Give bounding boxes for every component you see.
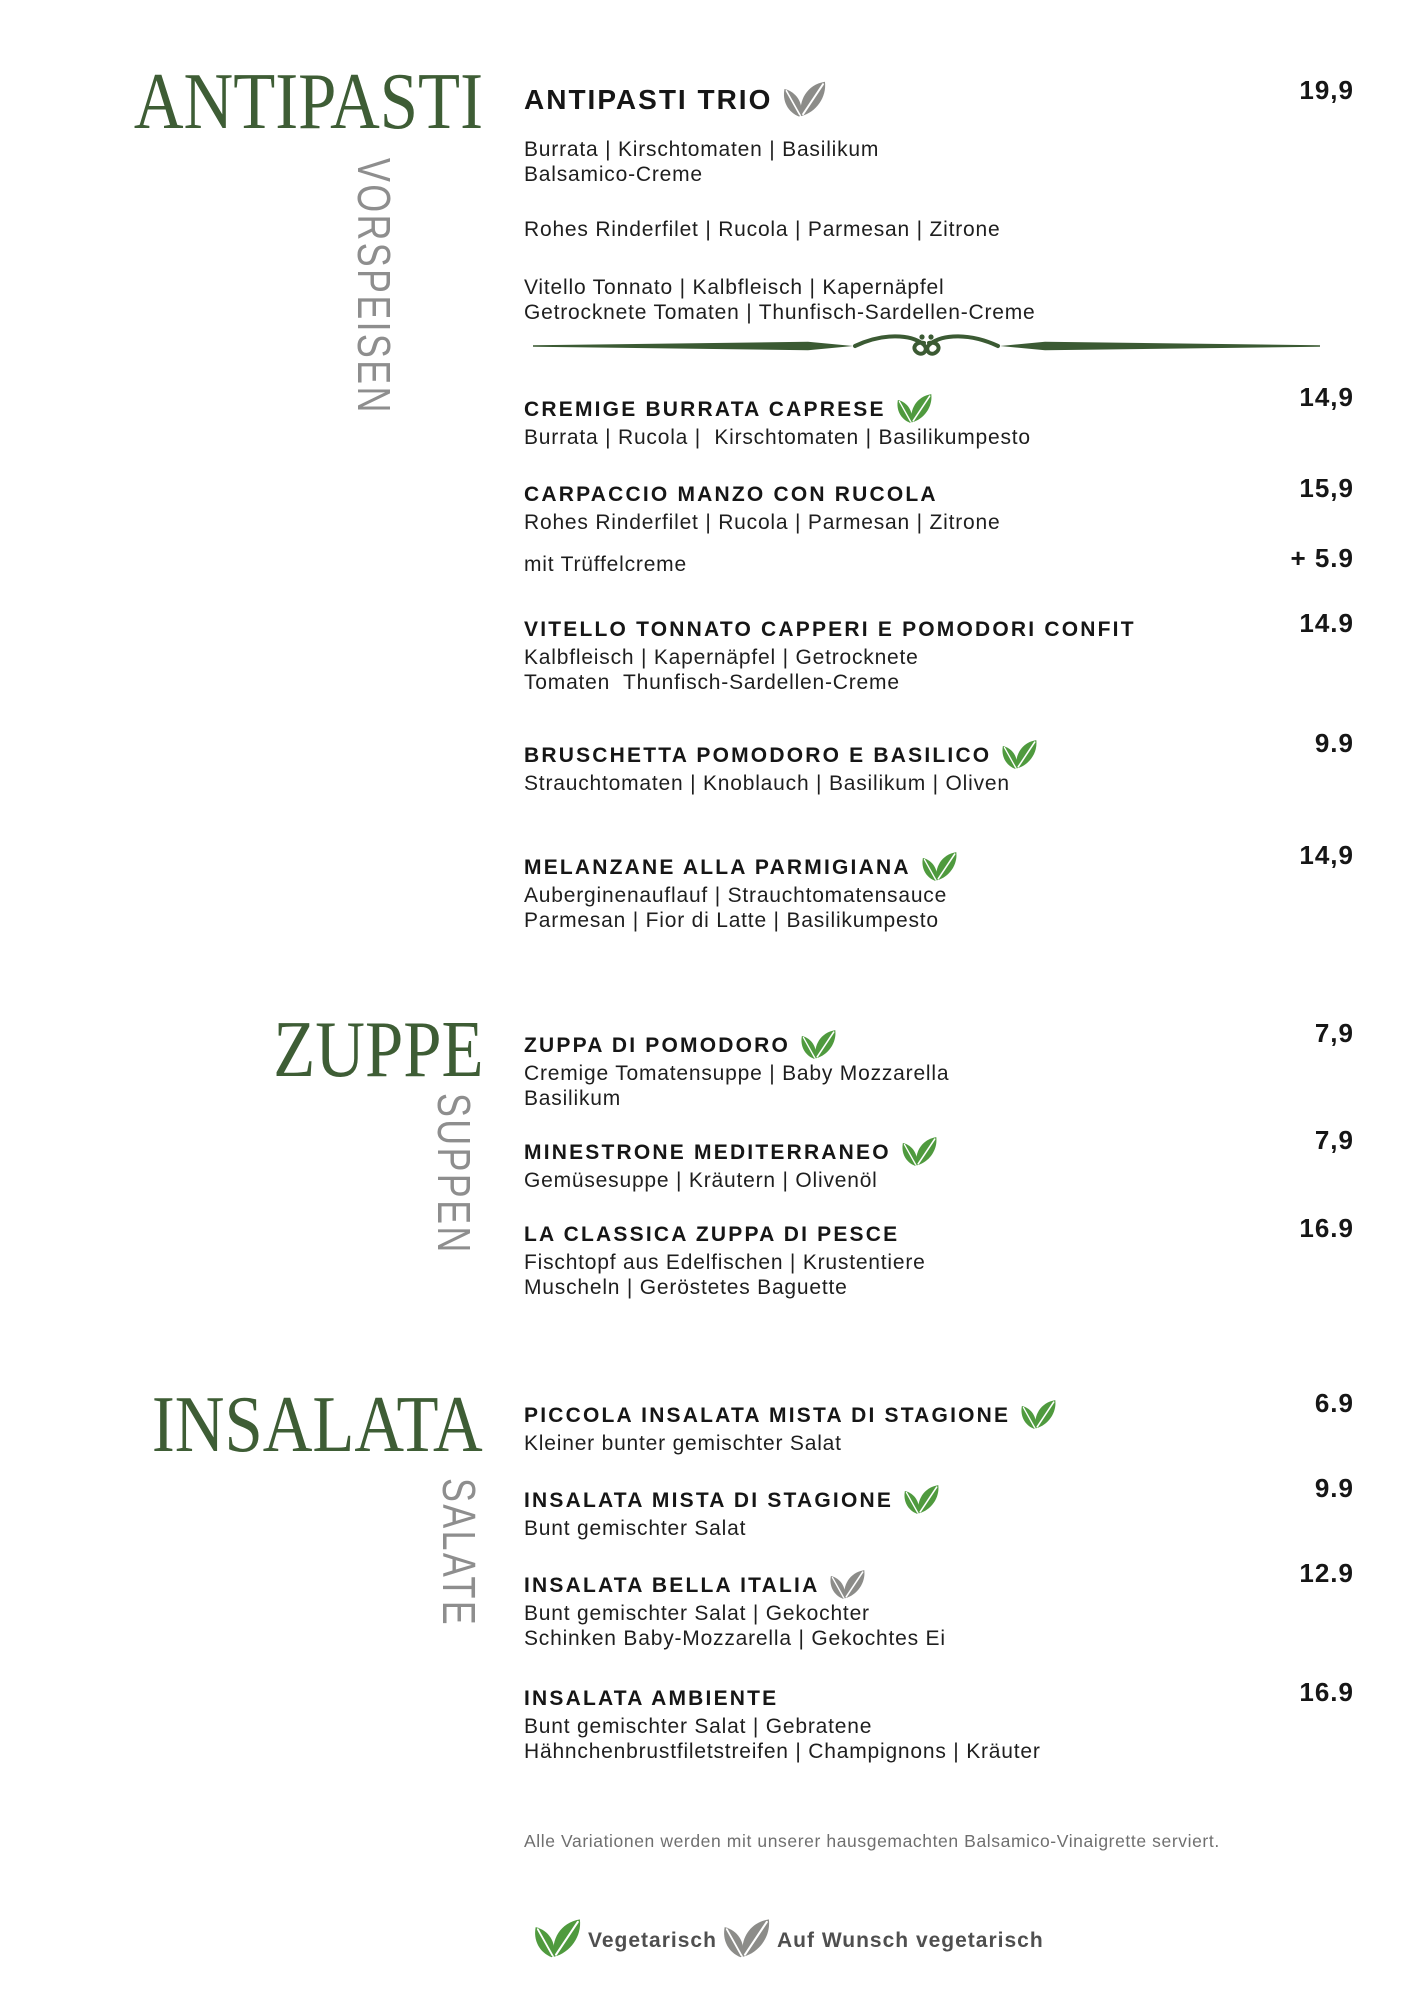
item-description-line: Burrata | Rucola | Kirschtomaten | Basilikumpesto [524,426,1031,449]
item-description-line: Parmesan | Fior di Latte | Basilikumpesto [524,909,939,932]
menu-item-insalata-ambiente [524,1677,1354,1764]
item-description-line: Rohes Rinderfilet | Rucola | Parmesan | Zitrone [524,218,1001,241]
section-subtitle-vorspeisen: VORSPEISEN [348,158,400,415]
footer-note: Alle Variationen werden mit unserer hausgemachten Balsamico-Vinaigrette serviert. [524,1831,1220,1851]
item-description-line: Basilikum [524,1087,622,1110]
item-description-line: Bunt gemischter Salat [524,1517,747,1540]
leaf-green-icon [899,1134,939,1167]
section-subtitle-suppen: SUPPEN [428,1093,480,1255]
item-description-line: Schinken Baby-Mozzarella | Gekochtes Ei [524,1627,946,1650]
menu-item-piccola-insalata [524,1388,1354,1456]
item-name: ANTIPASTI TRIO [524,84,773,115]
item-price: 14,9 [1299,840,1354,870]
menu-item-insalata-mista [524,1473,1354,1541]
menu-item-zuppa-di-pesce [524,1213,1354,1300]
legend-label: Auf Wunsch vegetarisch [777,1929,1044,1952]
item-description-line: Kalbfleisch | Kapernäpfel | Getrocknete [524,646,919,669]
item-description-line: Cremige Tomatensuppe | Baby Mozzarella [524,1062,950,1085]
section-subtitle-salate: SALATE [433,1478,485,1627]
leaf-green-icon [999,737,1039,770]
leaf-green-icon [1018,1397,1058,1430]
item-price: 19,9 [1299,75,1354,105]
item-description-line: Balsamico-Creme [524,163,703,186]
item-description-line: Muscheln | Geröstetes Baguette [524,1276,848,1299]
section-title-zuppe: ZUPPE [272,1006,483,1094]
item-price: 15,9 [1299,473,1354,503]
leaf-green-icon [894,391,934,424]
item-name: INSALATA AMBIENTE [524,1687,779,1710]
item-name: INSALATA MISTA DI STAGIONE [524,1489,894,1512]
section-divider-ornament [533,330,1320,362]
menu-item-melanzane [524,840,1354,933]
item-price: 12.9 [1299,1558,1354,1588]
item-price: 16.9 [1299,1213,1354,1243]
item-description-line: Strauchtomaten | Knoblauch | Basilikum | Oliven [524,772,1010,795]
section-title-insalata: INSALATA [152,1381,483,1469]
leaf-gray-icon [827,1567,867,1600]
leaf-gray-icon [720,1914,772,1960]
leaf-green-icon [798,1027,838,1060]
item-name: PICCOLA INSALATA MISTA DI STAGIONE [524,1404,1011,1427]
leaf-gray-icon [780,78,828,118]
leaf-green-icon [919,849,959,882]
item-name: ZUPPA DI POMODORO [524,1034,791,1057]
item-description-line: Getrocknete Tomaten | Thunfisch-Sardellen-Creme [524,301,1036,324]
menu-item-bruschetta [524,728,1354,796]
legend-label: Vegetarisch [588,1929,717,1952]
menu-item-addon-trueffelcreme [524,543,1354,580]
menu-item-insalata-bella-italia [524,1558,1354,1651]
item-price: 6.9 [1314,1388,1354,1418]
item-description-line: Bunt gemischter Salat | Gebratene [524,1715,873,1738]
item-name: MINESTRONE MEDITERRANEO [524,1141,891,1164]
section-title-antipasti: ANTIPASTI [133,58,483,146]
item-name: CREMIGE BURRATA CAPRESE [524,398,886,421]
item-description-line: Vitello Tonnato | Kalbfleisch | Kapernäpfel [524,276,945,299]
legend-auf-wunsch-vegetarisch [720,1914,1044,1960]
item-description-line: Gemüsesuppe | Kräutern | Olivenöl [524,1169,878,1192]
item-price: 16.9 [1299,1677,1354,1707]
menu-item-carpaccio-manzo [524,473,1354,535]
item-name: INSALATA BELLA ITALIA [524,1574,820,1597]
menu-item-vitello-tonnato [524,608,1354,695]
item-name: mit Trüffelcreme [524,553,687,576]
item-price: 7,9 [1314,1125,1354,1155]
item-price: 9.9 [1314,728,1354,758]
item-name: CARPACCIO MANZO CON RUCOLA [524,483,938,506]
item-name: LA CLASSICA ZUPPA DI PESCE [524,1223,900,1246]
item-description-line: Rohes Rinderfilet | Rucola | Parmesan | Zitrone [524,511,1001,534]
item-price: 14.9 [1299,608,1354,638]
item-name: BRUSCHETTA POMODORO E BASILICO [524,744,992,767]
item-description-line: Burrata | Kirschtomaten | Basilikum [524,138,880,161]
menu-item-antipasti-trio [524,75,1354,325]
legend-vegetarisch [531,1914,717,1960]
leaf-green-icon [531,1914,583,1960]
item-description-line: Fischtopf aus Edelfischen | Krustentiere [524,1251,926,1274]
item-price: 9.9 [1314,1473,1354,1503]
item-name: MELANZANE ALLA PARMIGIANA [524,856,911,879]
menu-item-burrata-caprese [524,382,1354,450]
item-description-line: Bunt gemischter Salat | Gekochter [524,1602,870,1625]
item-description-line: Hähnchenbrustfiletstreifen | Champignons | Kräuter [524,1740,1041,1763]
item-description-line: Tomaten Thunfisch-Sardellen-Creme [524,671,900,694]
item-price: 7,9 [1314,1018,1354,1048]
item-name: VITELLO TONNATO CAPPERI E POMODORI CONFIT [524,618,1136,641]
menu-item-zuppa-pomodoro [524,1018,1354,1111]
item-description-line: Kleiner bunter gemischter Salat [524,1432,842,1455]
menu-item-minestrone [524,1125,1354,1193]
item-description-line: Auberginenauflauf | Strauchtomatensauce [524,884,948,907]
item-price: + 5.9 [1290,543,1354,573]
leaf-green-icon [901,1482,941,1515]
item-price: 14,9 [1299,382,1354,412]
